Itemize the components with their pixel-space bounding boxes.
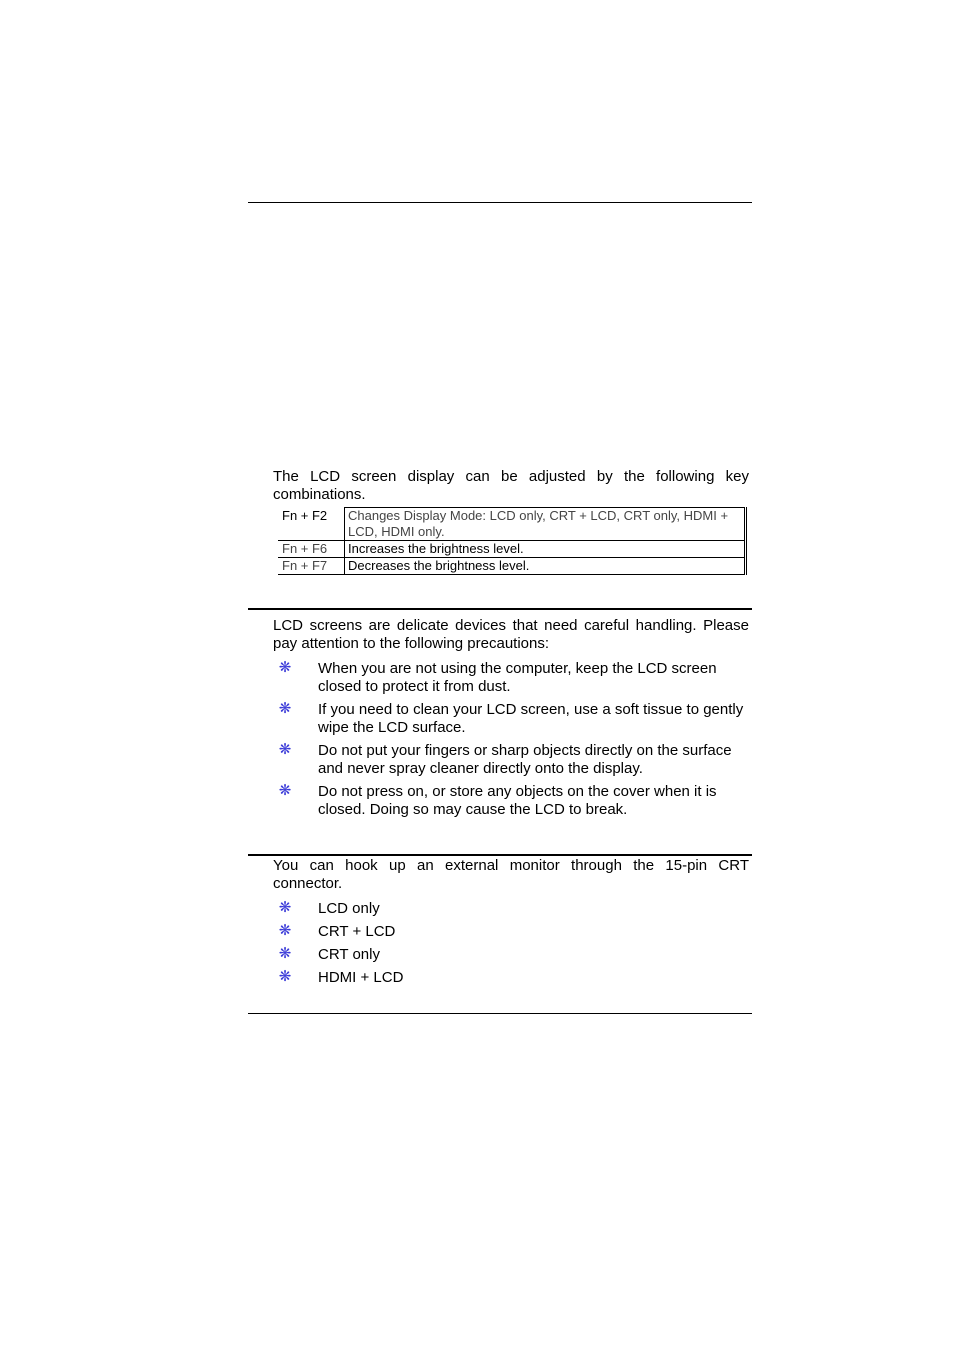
section-rule <box>248 854 752 856</box>
snowflake-bullet-icon: ❋ <box>278 700 292 717</box>
list-item-text: LCD only <box>318 900 380 917</box>
list-item <box>276 742 752 778</box>
description-cell: Increases the brightness level. <box>345 541 746 558</box>
snowflake-bullet-icon: ❋ <box>278 922 292 939</box>
external-intro: You can hook up an external monitor through the 15-pin CRT connector. <box>273 857 749 892</box>
list-item <box>276 969 752 987</box>
list-item <box>276 900 752 918</box>
display-modes-list <box>276 900 752 987</box>
snowflake-bullet-icon: ❋ <box>278 968 292 985</box>
list-item-text: HDMI + LCD <box>318 969 404 986</box>
list-item <box>276 783 752 819</box>
table-row <box>278 508 746 541</box>
section-rule <box>248 608 752 610</box>
list-item-text: Do not put your fingers or sharp objects directly on the surface and never spray cleaner directly onto the display. <box>318 742 732 777</box>
display-intro: The LCD screen display can be adjusted by the following key combinations. <box>273 468 749 503</box>
list-item-text: Do not press on, or store any objects on the cover when it is closed. Doing so may cause the LCD to break. <box>318 783 717 818</box>
snowflake-bullet-icon: ❋ <box>278 741 292 758</box>
list-item <box>276 701 752 737</box>
key-cell: Fn + F6 <box>278 541 345 558</box>
snowflake-bullet-icon: ❋ <box>278 899 292 916</box>
key-cell: Fn + F7 <box>278 558 345 575</box>
list-item-text: CRT only <box>318 946 380 963</box>
list-item <box>276 923 752 941</box>
key-cell: Fn + F2 <box>278 508 345 541</box>
care-intro: LCD screens are delicate devices that need careful handling. Please pay attention to the following precautions: <box>273 617 749 652</box>
table-row <box>278 558 746 575</box>
header-rule <box>248 202 752 203</box>
description-cell: Decreases the brightness level. <box>345 558 746 575</box>
snowflake-bullet-icon: ❋ <box>278 782 292 799</box>
list-item <box>276 946 752 964</box>
list-item-text: CRT + LCD <box>318 923 396 940</box>
snowflake-bullet-icon: ❋ <box>278 659 292 676</box>
snowflake-bullet-icon: ❋ <box>278 945 292 962</box>
list-item-text: If you need to clean your LCD screen, use a soft tissue to gently wipe the LCD surface. <box>318 701 744 736</box>
care-precautions-list <box>276 660 752 819</box>
list-item <box>276 660 752 696</box>
footer-rule <box>248 1013 752 1014</box>
list-item-text: When you are not using the computer, keep the LCD screen closed to protect it from dust. <box>318 660 717 695</box>
description-cell: Changes Display Mode: LCD only, CRT + LCD, CRT only, HDMI + LCD, HDMI only. <box>345 508 746 541</box>
table-row <box>278 541 746 558</box>
key-combination-table <box>278 507 747 575</box>
